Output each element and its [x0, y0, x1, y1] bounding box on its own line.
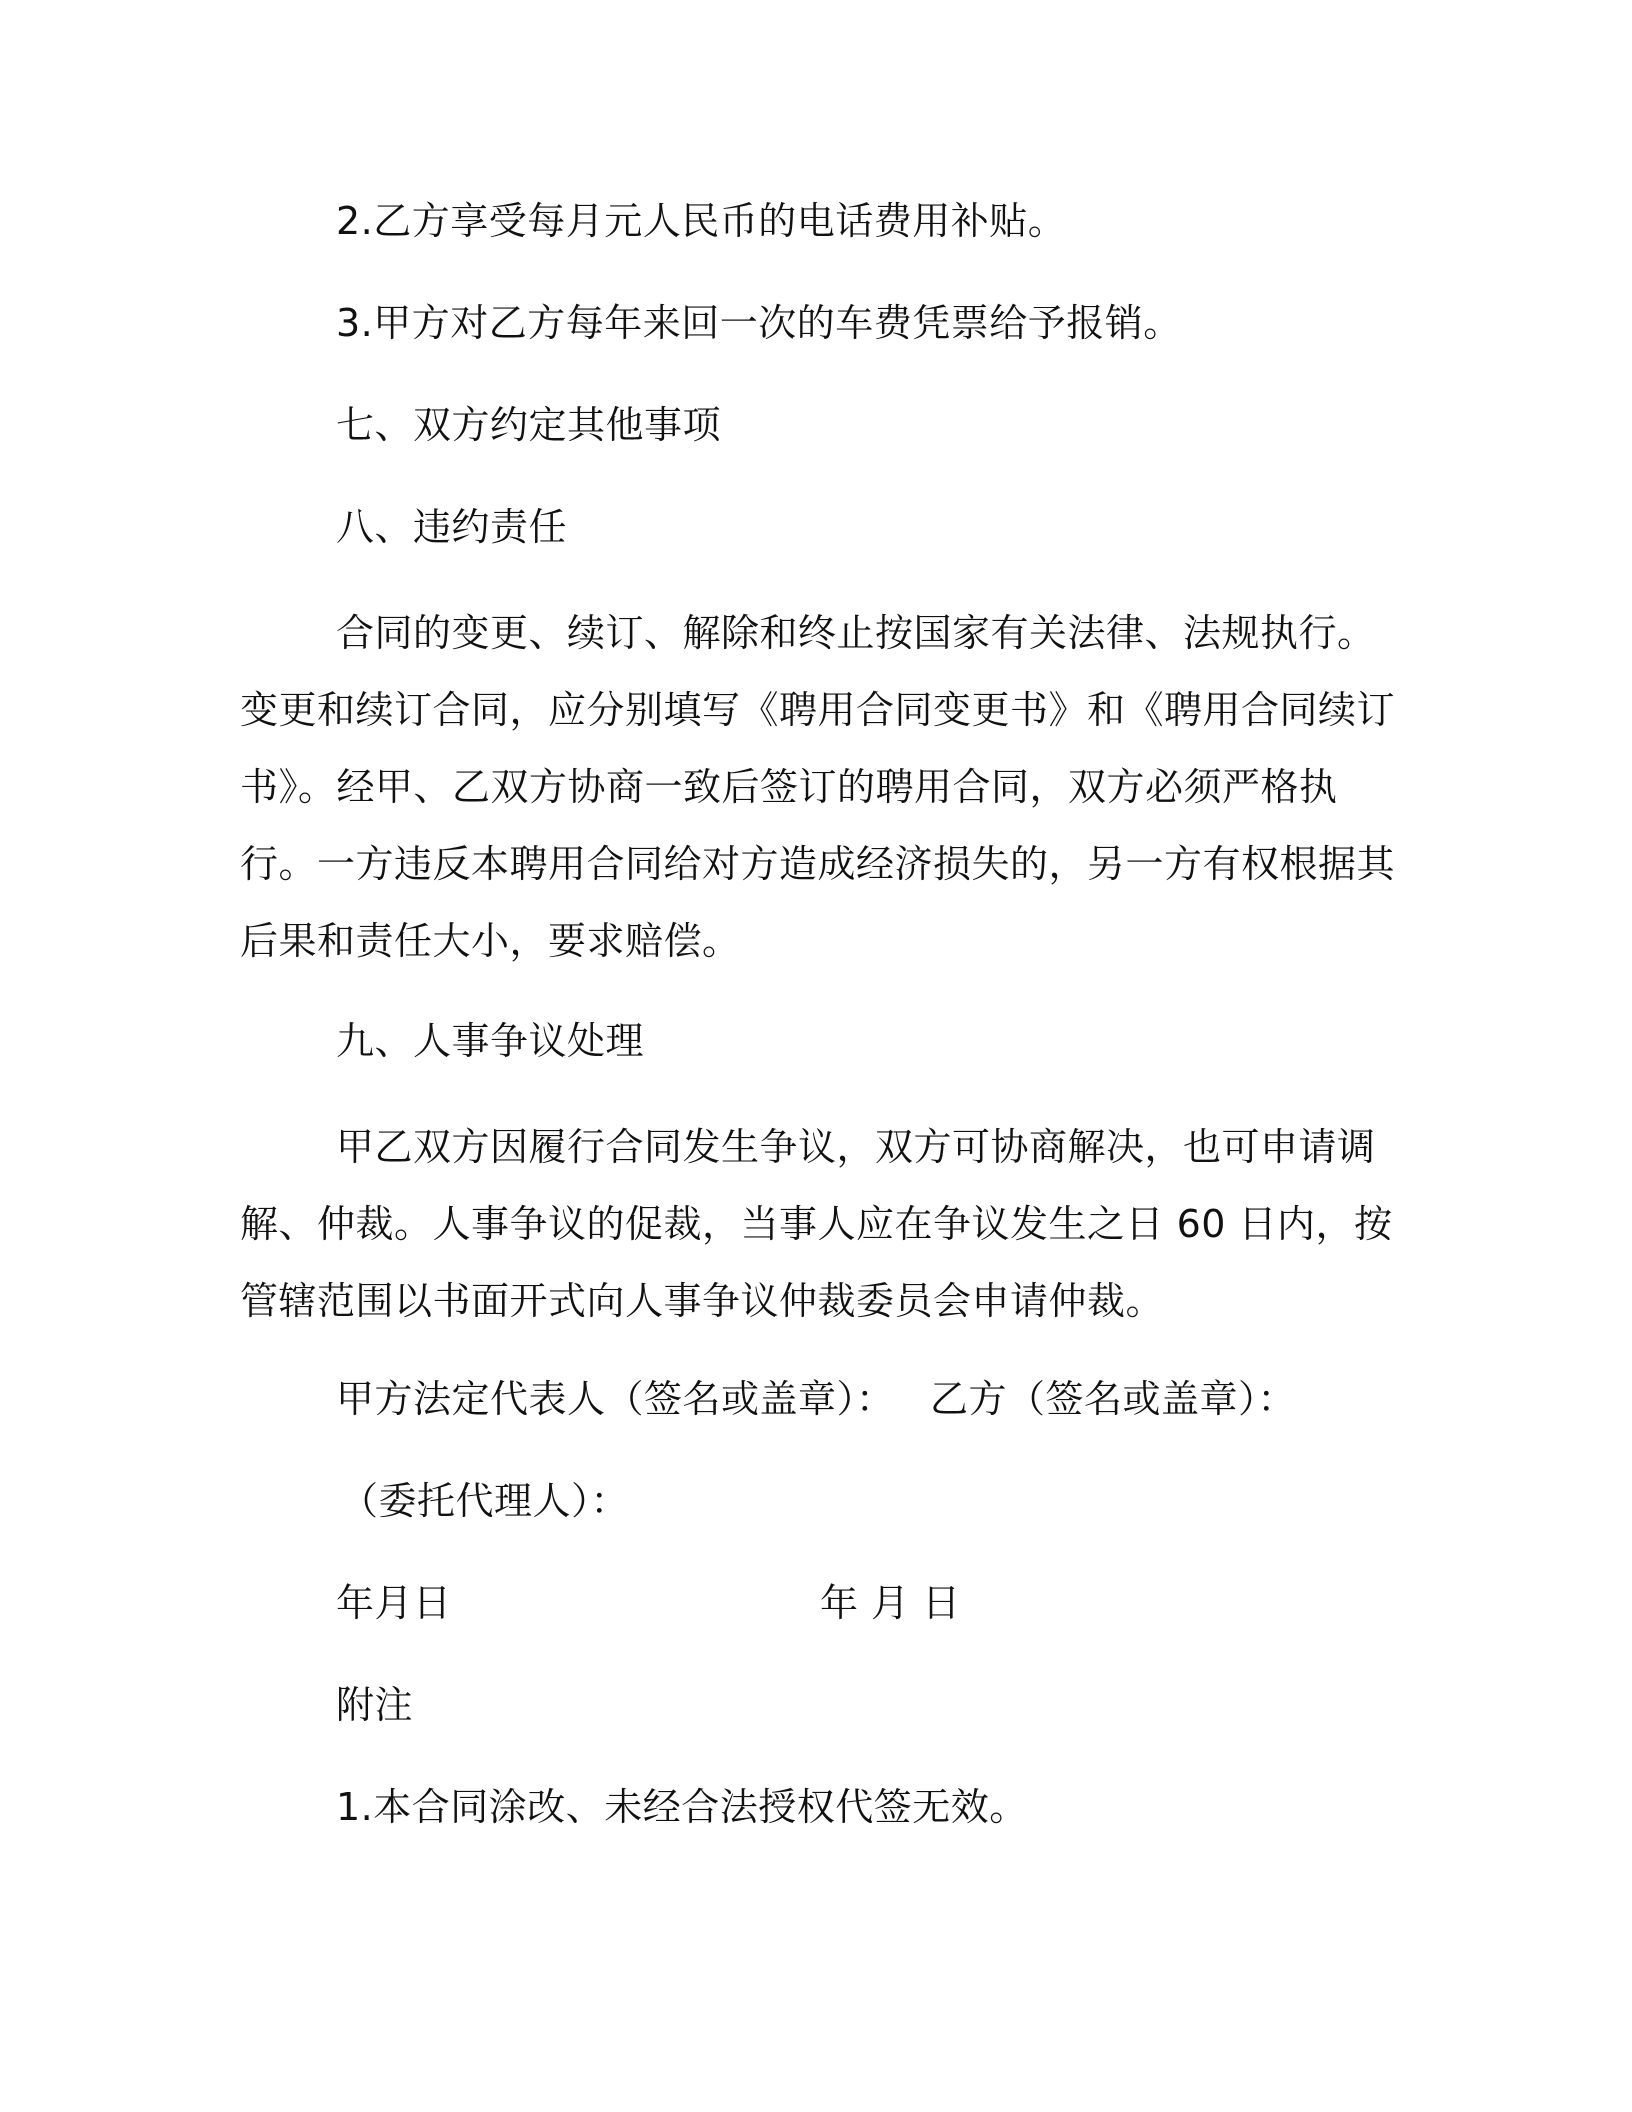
section-heading-9: 九、人事争议处理 — [336, 1019, 645, 1063]
note-item-1: 1.本合同涂改、未经合法授权代签无效。 — [336, 1785, 1028, 1829]
section-heading-7: 七、双方约定其他事项 — [336, 403, 722, 447]
breach-paragraph: 合同的变更、续订、解除和终止按国家有关法律、法规执行。变更和续订合同，应分别填写《聘用合同变更书》和《聘用合同续订书》。经甲、乙双方协商一致后签订的聘用合同，双方必须严格执行。一方违反本聘用合同给对方造成经济损失的，另一方有权根据其后果和责任大小，要求赔偿。 — [240, 611, 1396, 963]
agent-label: （委托代理人）： — [340, 1479, 630, 1523]
party-a-date: 年月日 — [336, 1581, 452, 1625]
party-b-signature-label: 乙方（签名或盖章）： — [930, 1377, 1297, 1421]
party-b-date: 年 月 日 — [820, 1581, 961, 1625]
party-a-signature-label: 甲方法定代表人（签名或盖章）： — [336, 1377, 895, 1421]
dispute-paragraph: 甲乙双方因履行合同发生争议，双方可协商解决，也可申请调解、仲裁。人事争议的促裁，当事人应在争议发生之日 60 日内，按管辖范围以书面开式向人事争议仲裁委员会申请仲裁。 — [240, 1125, 1393, 1323]
note-title: 附注 — [336, 1683, 414, 1727]
clause-item-3: 3.甲方对乙方每年来回一次的车费凭票给予报销。 — [336, 301, 1182, 345]
clause-item-2: 2.乙方享受每月元人民币的电话费用补贴。 — [336, 199, 1067, 243]
section-heading-8: 八、违约责任 — [336, 505, 568, 549]
